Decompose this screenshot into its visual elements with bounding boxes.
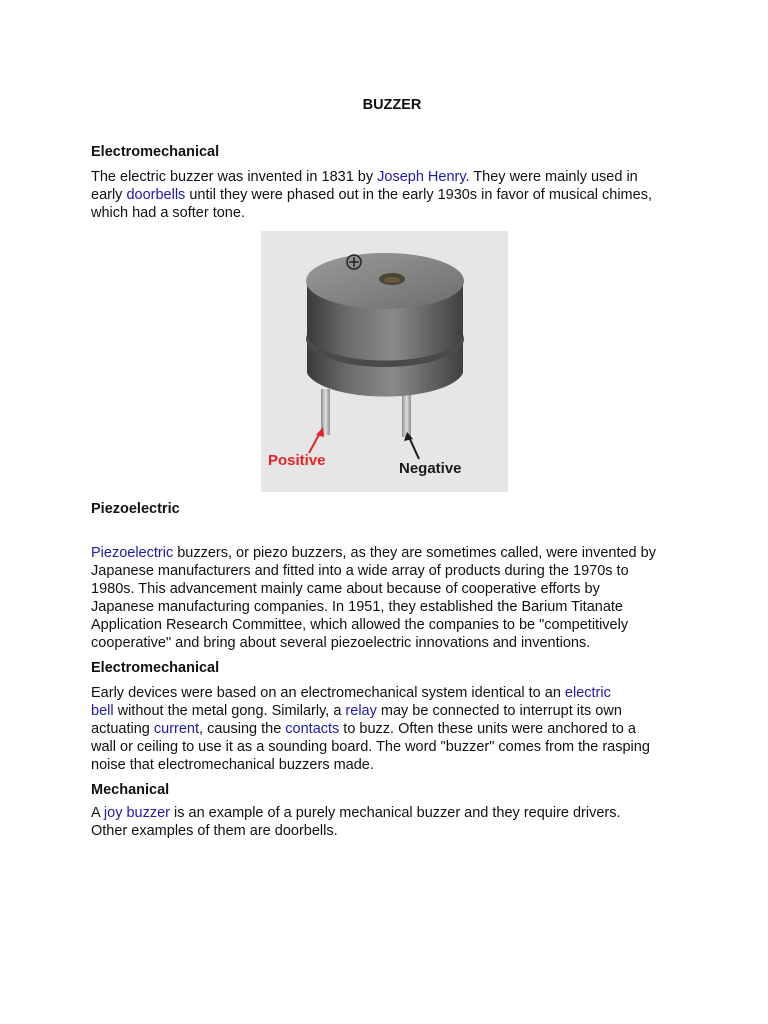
positive-arrowhead <box>316 427 324 437</box>
text-run: . They were mainly used in <box>465 169 638 185</box>
link-joseph-henry[interactable]: Joseph Henry <box>377 169 466 185</box>
heading-mechanical: Mechanical <box>91 782 170 798</box>
text-run: buzzers, or piezo buzzers, as they are sometimes called, were invented by <box>173 545 656 561</box>
buzzer-figure <box>261 231 508 492</box>
text-line: Application Research Committee, which allowed the companies to be "competitively <box>91 617 629 633</box>
text-run: actuating <box>91 721 154 737</box>
link-piezoelectric[interactable]: Piezoelectric <box>91 545 174 561</box>
text-run: may be connected to interrupt its own <box>376 703 622 719</box>
link-doorbells[interactable]: doorbells <box>126 187 186 203</box>
paragraph-electromechanical-2 <box>91 684 691 774</box>
link-joy-buzzer[interactable]: joy buzzer <box>103 805 170 821</box>
link-bell[interactable]: bell <box>91 703 114 719</box>
paragraph-mechanical <box>91 804 691 840</box>
text-line: wall or ceiling to use it as a sounding board. The word "buzzer" comes from the rasping <box>91 739 650 755</box>
text-line: Japanese manufacturers and fitted into a wide array of products during the 1970s to <box>91 563 629 579</box>
link-electric[interactable]: electric <box>564 685 611 701</box>
link-relay[interactable]: relay <box>345 703 377 719</box>
negative-pin <box>402 393 411 437</box>
text-line: Other examples of them are doorbells. <box>91 823 338 839</box>
link-current[interactable]: current <box>153 721 200 737</box>
text-run: Early devices were based on an electromechanical system identical to an <box>91 685 565 701</box>
negative-arrow <box>409 437 419 459</box>
text-line: cooperative" and bring about several piezoelectric innovations and inventions. <box>91 635 591 651</box>
heading-electromechanical-1: Electromechanical <box>91 144 220 160</box>
label-positive: Positive <box>268 452 326 469</box>
paragraph-electromechanical-1 <box>91 168 691 222</box>
paragraph-piezoelectric <box>91 544 691 652</box>
text-run: is an example of a purely mechanical buzzer and they require drivers. <box>170 805 621 821</box>
text-run: without the metal gong. Similarly, a <box>113 703 346 719</box>
text-line: 1980s. This advancement mainly came about because of cooperative efforts by <box>91 581 600 597</box>
text-run: early <box>91 187 127 203</box>
text-run: to buzz. Often these units were anchored to a <box>339 721 636 737</box>
heading-electromechanical-2: Electromechanical <box>91 660 220 676</box>
label-negative: Negative <box>399 460 462 477</box>
heading-piezoelectric: Piezoelectric <box>91 501 180 517</box>
sound-hole-inner <box>384 277 400 283</box>
text-run: The electric buzzer was invented in 1831 by <box>91 169 378 185</box>
text-run: until they were phased out in the early 1930s in favor of musical chimes, <box>185 187 652 203</box>
page-title: BUZZER <box>362 97 422 113</box>
link-contacts[interactable]: contacts <box>285 721 340 737</box>
text-run: , causing the <box>199 721 286 737</box>
text-run: A <box>91 805 104 821</box>
text-line: Japanese manufacturing companies. In 1951, they established the Barium Titanate <box>91 599 623 615</box>
text-line: noise that electromechanical buzzers made. <box>91 757 374 773</box>
buzzer-illustration-icon <box>261 231 508 492</box>
text-line: which had a softer tone. <box>91 205 245 221</box>
